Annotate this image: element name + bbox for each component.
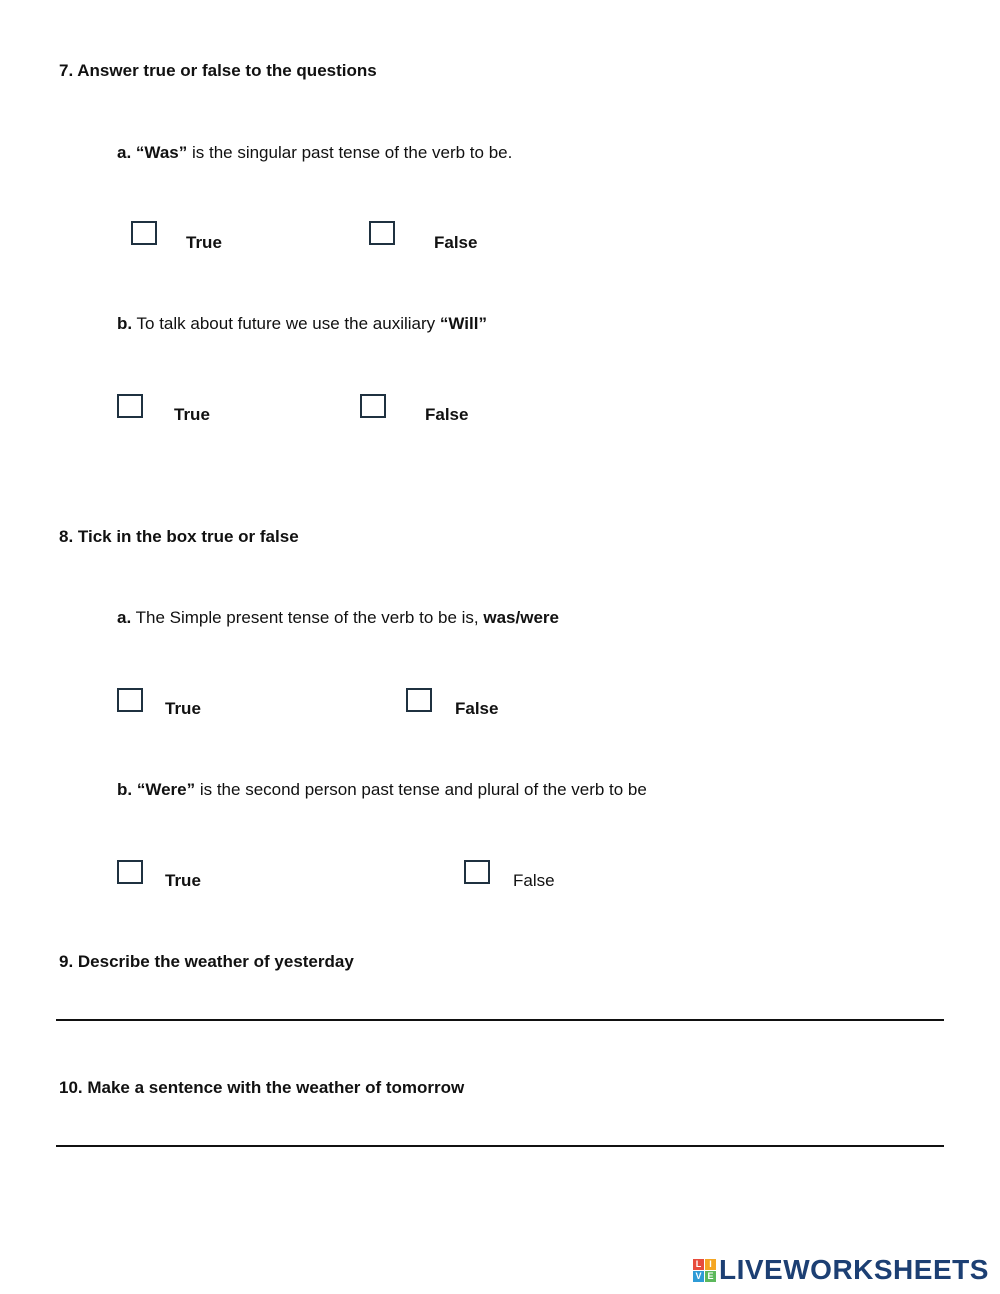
logo-mark-letter: L — [693, 1259, 704, 1270]
question-8-heading: 8. Tick in the box true or false — [59, 527, 299, 546]
item-label: a. — [117, 608, 132, 627]
statement-bold: was/were — [483, 608, 559, 627]
logo-text: LIVEWORKSHEETS — [719, 1254, 989, 1285]
q8b-true-label: True — [165, 871, 201, 890]
q8a-false-label: False — [455, 699, 499, 718]
logo-mark-letter: V — [693, 1271, 704, 1282]
q7b-true-label: True — [174, 405, 210, 424]
q7a-false-checkbox[interactable] — [369, 221, 395, 245]
q8b-true-checkbox[interactable] — [117, 860, 143, 884]
statement-text: is the second person past tense and plural of the verb to be — [195, 780, 647, 799]
logo-mark-letter: E — [705, 1271, 716, 1282]
item-label: b. — [117, 780, 133, 799]
q8a-false-checkbox[interactable] — [406, 688, 432, 712]
q7b-true-checkbox[interactable] — [117, 394, 143, 418]
statement-bold: “Will” — [439, 314, 487, 333]
q8a-true-checkbox[interactable] — [117, 688, 143, 712]
statement-bold: “Were” — [136, 780, 196, 799]
item-label: a. — [117, 143, 132, 162]
question-8a-statement — [117, 608, 559, 628]
logo-mark-letter: I — [705, 1259, 716, 1270]
q7b-false-label: False — [425, 405, 469, 424]
question-8b-statement — [117, 780, 647, 800]
question-7-heading: 7. Answer true or false to the questions — [59, 61, 377, 80]
logo-mark-icon — [693, 1259, 716, 1282]
item-label: b. — [117, 314, 133, 333]
statement-bold: “Was” — [135, 143, 188, 162]
q8b-false-label: False — [513, 871, 555, 890]
question-7b-statement — [117, 314, 487, 334]
liveworksheets-logo — [693, 1255, 989, 1285]
q7b-false-checkbox[interactable] — [360, 394, 386, 418]
question-10-heading: 10. Make a sentence with the weather of tomorrow — [59, 1078, 465, 1097]
q7a-true-label: True — [186, 233, 222, 252]
q8a-true-label: True — [165, 699, 201, 718]
q10-answer-line[interactable] — [56, 1145, 944, 1147]
question-9-heading: 9. Describe the weather of yesterday — [59, 952, 354, 971]
q7a-true-checkbox[interactable] — [131, 221, 157, 245]
statement-text: To talk about future we use the auxiliary — [132, 314, 440, 333]
statement-text: The Simple present tense of the verb to be is, — [131, 608, 484, 627]
q7a-false-label: False — [434, 233, 478, 252]
q8b-false-checkbox[interactable] — [464, 860, 490, 884]
question-7a-statement — [117, 143, 512, 163]
statement-text: is the singular past tense of the verb to be. — [187, 143, 513, 162]
q9-answer-line[interactable] — [56, 1019, 944, 1021]
